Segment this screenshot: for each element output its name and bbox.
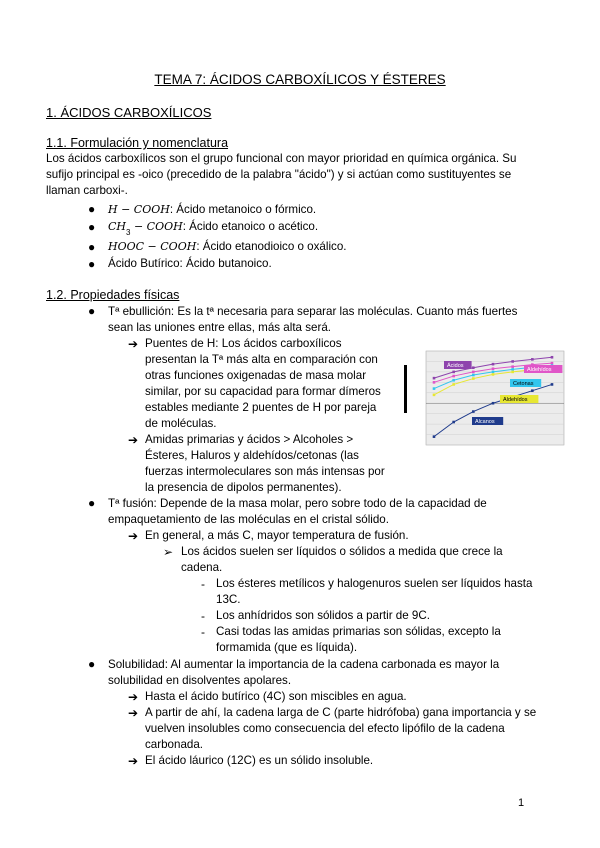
vertical-bar [404,365,407,413]
text-line: cadena. [181,561,223,574]
text-line: formamida (que es líquida). [216,641,358,654]
text-line: Hasta el ácido butírico (4C) son miscibles en agua. [145,690,407,703]
text-line: la presencia de dipolos permanentes). [145,481,342,494]
text-line: sufijo principal es -oico (precedido de la palabra "ácido") y si actúan como sustituyentes se [46,168,512,181]
text-line: similar, por su capacidad para formar dímeros [145,385,381,398]
data-point [511,360,514,363]
data-point [452,421,455,424]
data-point [492,402,495,405]
data-point [551,383,554,386]
list-item [108,219,318,236]
text-line: otras funciones oxigenadas de masa molar [145,369,367,382]
text-line: estables mediante 2 puentes de H por pareja [145,401,377,414]
paragraph [145,432,401,496]
item-text: : Ácido metanoico o fórmico. [169,203,317,216]
data-point [472,366,475,369]
data-point [452,375,455,378]
text-line: Amidas primarias y ácidos > Alcoholes > [145,433,354,446]
list-item [108,202,316,218]
text-line: Los ácidos suelen ser líquidos o sólidos a medida que crece la [181,545,503,558]
list-item: Ácido Butírico: Ácido butanoico. [108,257,272,270]
text-line: sean las uniones entre ellas, más alta será. [108,321,331,334]
text-line: carbonada. [145,738,204,751]
bullet-dot: ● [88,257,96,271]
paragraph [108,496,557,528]
formula: CH [108,220,127,233]
bullet-dot: ● [88,220,96,234]
bullet-dot: ● [88,304,96,318]
legend-item [510,379,541,387]
data-point [492,367,495,370]
data-point [433,381,436,384]
arrow-icon: ➔ [128,690,139,704]
text-line: Los ácidos carboxílicos son el grupo funcional con mayor prioridad en química orgánica. Su [46,152,517,165]
legend-item [444,361,472,369]
text-line: vuelven insolubles como consecuencia del efecto lipófilo de la cadena [145,722,505,735]
data-point [551,362,554,365]
data-point [472,374,475,377]
text-line: empaquetamiento de las moléculas en el cristal sólido. [108,513,389,526]
list-item [108,239,346,255]
legend-label: Alcanos [475,419,495,425]
arrow-icon: ➔ [128,433,139,447]
legend-label: Aldehídos [527,367,552,373]
text-line: 13C. [216,593,241,606]
text-line: llaman carboxi-. [46,184,128,197]
paragraph [145,705,557,753]
formula: − COOH [130,220,183,233]
data-point [511,368,514,371]
data-point [472,410,475,413]
data-point [452,379,455,382]
data-point [452,371,455,374]
bullet-dot: ● [88,657,96,671]
bullet-dot: ● [88,202,96,216]
legend-item [472,417,503,425]
paragraph [181,544,557,576]
paragraph [46,151,557,199]
item-text: : Ácido etanoico o acético. [182,220,319,233]
subsection-heading: 1.1. Formulación y nomenclatura [46,136,229,150]
legend-item [500,395,538,403]
dash-marker: - [201,609,205,623]
arrow-icon: ➔ [128,529,139,543]
paragraph [108,657,557,689]
text-line: Tª ebullición: Es la tª necesaria para separar las moléculas. Cuanto más fuertes [108,305,518,318]
text-line: Ésteres, Haluros y aldehídos/cetonas (las [145,449,359,462]
data-point [511,371,514,374]
arrowhead-icon: ➢ [163,545,174,559]
section-heading: 1. ÁCIDOS CARBOXÍLICOS [46,105,212,120]
text-line: Los ésteres metílicos y halogenuros suelen ser líquidos hasta [216,577,533,590]
data-point [452,383,455,386]
data-point [531,358,534,361]
data-point [492,363,495,366]
data-point [433,435,436,438]
text-line: El ácido láurico (12C) es un sólido insoluble. [145,754,374,767]
paragraph [108,304,557,336]
text-line: En general, a más C, mayor temperatura de fusión. [145,529,409,542]
data-point [531,389,534,392]
legend-item [524,365,562,373]
text-line: Los anhídridos son sólidos a partir de 9C. [216,609,430,622]
paragraph [216,624,557,656]
arrow-icon: ➔ [128,706,139,720]
legend-label: Cetonas [513,381,534,387]
data-point [511,365,514,368]
text-line: Casi todas las amidas primarias son sólidas, excepto la [216,625,501,638]
formula: HOOC − COOH [108,240,197,253]
bullet-dot: ● [88,240,96,254]
text-line: de moléculas. [145,417,217,430]
text-line: A partir de ahí, la cadena larga de C (parte hidrófoba) gana importancia y se [145,706,537,719]
text-line: fuerzas intermoleculares son más intensas por [145,465,385,478]
data-point [433,394,436,397]
legend-label: Ácidos [447,363,464,369]
legend-label: Aldehídos [503,397,528,403]
text-line: solubilidad en disolventes apolares. [108,674,292,687]
text-line: Puentes de H: Los ácidos carboxílicos [145,337,342,350]
item-text: : Ácido etanodioico o oxálico. [196,240,347,253]
arrow-icon: ➔ [128,754,139,768]
paragraph [216,576,557,608]
subscript: 3 [126,228,131,237]
subsection-heading: 1.2. Propiedades físicas [46,288,180,302]
dash-marker: - [201,625,205,639]
data-point [492,373,495,376]
paragraph [145,336,401,432]
page-title: TEMA 7: ÁCIDOS CARBOXÍLICOS Y ÉSTERES [154,72,446,87]
data-point [433,377,436,380]
arrow-icon: ➔ [128,337,139,351]
data-point [472,371,475,374]
data-point [551,356,554,359]
data-point [472,377,475,380]
text-line: Solubilidad: Al aumentar la importancia de la cadena carbonada es mayor la [108,658,500,671]
text-line: presentan la Tª más alta en comparación con [145,353,378,366]
boiling-point-chart [404,345,570,461]
bullet-dot: ● [88,496,96,510]
text-line: Tª fusión: Depende de la masa molar, pero sobre todo de la capacidad de [108,497,487,510]
formula: H − COOH [108,203,170,216]
dash-marker: - [201,577,205,591]
page-number: 1 [518,797,525,809]
data-point [492,371,495,374]
data-point [433,387,436,390]
